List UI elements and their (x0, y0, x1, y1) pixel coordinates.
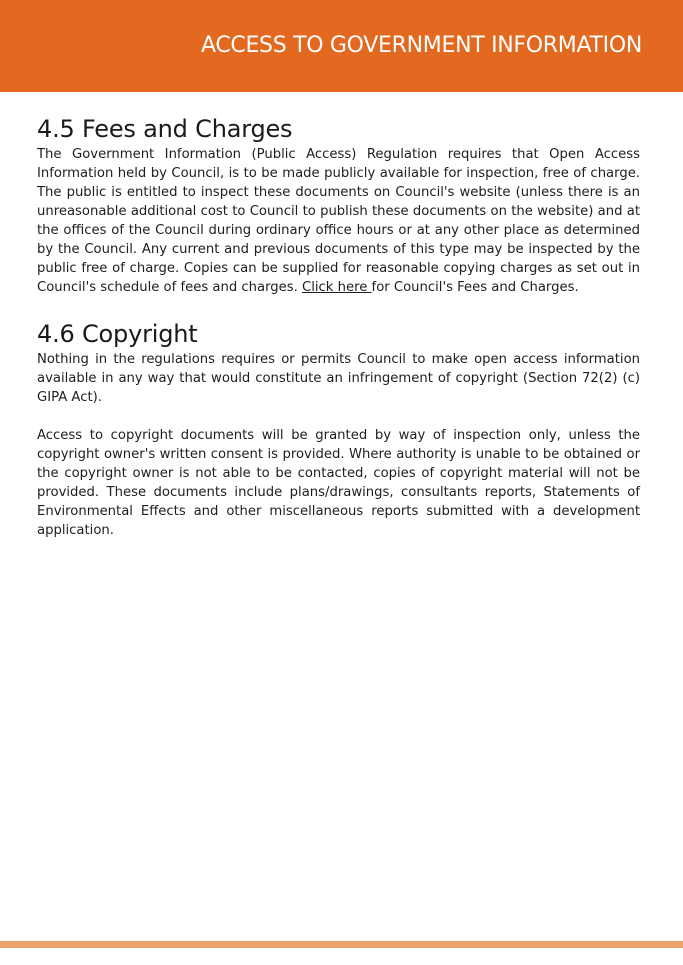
fees-paragraph-text: The Government Information (Public Access) Regulation requires that Open Access Information held by Council, is to be made publicly available for inspection, free of charge. The public is entitled to inspect these documents on Council's website (unless there is an unreasonable additional cost to Council to publish these documents on the website) and at the offices of the Council during ordinary office hours or at any other place as determined by the Council. Any current and previous documents of this type may be inspected by the public free of charge. Copies can be supplied for reasonable copying charges as set out in Council's schedule of fees and charges. (37, 147, 640, 295)
fees-paragraph-link-suffix: for Council's Fees and Charges. (371, 280, 579, 295)
copyright-paragraph-2: Access to copyright documents will be granted by way of inspection only, unless the copyright owner's written consent is provided. Where authority is unable to be obtained or the copyright owner is not able to be contacted, copies of copyright material will not be provided. These documents include plans/drawings, consultants reports, Statements of Environmental Effects and other miscellaneous reports submitted with a development application. (37, 428, 640, 538)
document-content (37, 113, 640, 540)
section-heading-copyright: 4.6 Copyright (37, 320, 198, 348)
section-heading-fees: 4.5 Fees and Charges (37, 115, 293, 143)
section-copyright (37, 318, 640, 540)
fees-paragraph (37, 145, 640, 297)
click-here-link[interactable]: Click here (302, 280, 372, 295)
header-title: ACCESS TO GOVERNMENT INFORMATION (200, 33, 642, 58)
footer-bar (0, 941, 683, 948)
copyright-paragraph-1: Nothing in the regulations requires or permits Council to make open access information available in any way that would constitute an infringement of copyright (Section 72(2) (c) GIPA Act). (37, 352, 640, 405)
section-fees-and-charges (37, 113, 640, 297)
header-band (0, 0, 683, 92)
